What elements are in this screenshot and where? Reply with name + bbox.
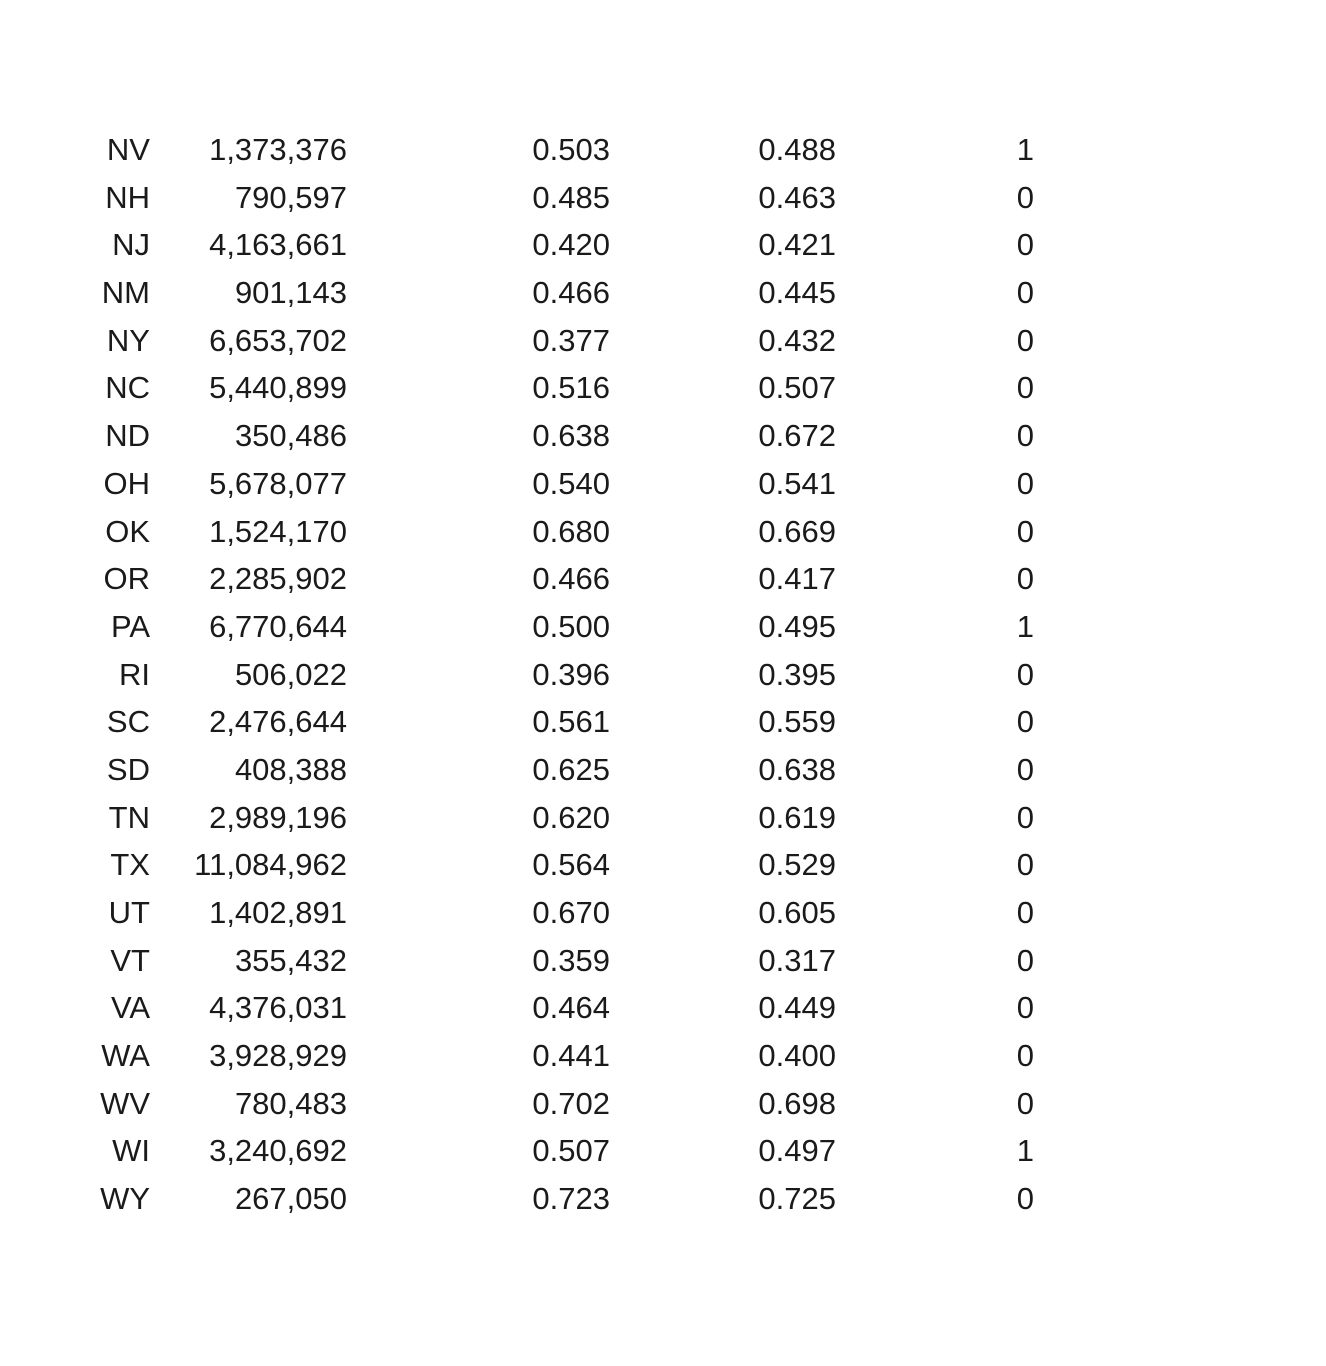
flag-cell: 1 <box>1016 608 1034 644</box>
population-cell: 790,597 <box>234 179 347 215</box>
value-cell-1: 0.702 <box>532 1085 610 1121</box>
value-cell-2: 0.395 <box>758 656 836 692</box>
population-cell: 1,402,891 <box>209 895 347 930</box>
data-table <box>0 126 1326 1223</box>
table-row <box>0 1032 1326 1080</box>
state-cell: VA <box>110 990 150 1026</box>
population-cell: 780,483 <box>234 1085 347 1121</box>
flag-cell: 0 <box>1016 799 1034 835</box>
population-cell: 3,240,692 <box>209 1133 347 1169</box>
value-cell-2: 0.400 <box>758 1038 836 1074</box>
value-cell-2: 0.698 <box>758 1085 836 1121</box>
value-cell-2: 0.417 <box>758 561 836 597</box>
table-row <box>0 221 1326 269</box>
value-cell-2: 0.445 <box>758 275 836 311</box>
table-row <box>0 364 1326 412</box>
population-cell: 267,050 <box>234 1181 347 1217</box>
flag-cell: 0 <box>1016 370 1034 406</box>
value-cell-1: 0.625 <box>532 751 610 787</box>
table-row <box>0 126 1326 174</box>
table-row <box>0 412 1326 460</box>
table-row <box>0 555 1326 603</box>
flag-cell: 0 <box>1016 465 1034 501</box>
state-cell: OK <box>105 513 150 549</box>
state-cell: VT <box>110 942 150 978</box>
table-row <box>0 937 1326 985</box>
value-cell-2: 0.497 <box>758 1133 836 1169</box>
flag-cell: 0 <box>1016 847 1034 883</box>
table-row <box>0 1175 1326 1223</box>
value-cell-1: 0.540 <box>532 465 610 501</box>
flag-cell: 1 <box>1016 1133 1034 1169</box>
state-cell: SD <box>106 751 150 787</box>
value-cell-1: 0.420 <box>532 227 610 263</box>
population-cell: 5,678,077 <box>209 465 347 501</box>
value-cell-2: 0.529 <box>758 847 836 883</box>
state-cell: PA <box>110 608 150 644</box>
value-cell-2: 0.669 <box>758 513 836 549</box>
population-cell: 901,143 <box>234 275 347 311</box>
flag-cell: 1 <box>1016 132 1034 167</box>
table-row <box>0 269 1326 317</box>
value-cell-1: 0.377 <box>532 322 610 358</box>
state-cell: WA <box>101 1038 150 1074</box>
table-row <box>0 508 1326 556</box>
table-row <box>0 746 1326 794</box>
value-cell-2: 0.432 <box>758 322 836 358</box>
population-cell: 355,432 <box>234 942 347 978</box>
flag-cell: 0 <box>1016 322 1034 358</box>
value-cell-2: 0.495 <box>758 608 836 644</box>
table-row <box>0 794 1326 842</box>
population-cell: 2,989,196 <box>209 799 347 835</box>
flag-cell: 0 <box>1016 895 1034 930</box>
table-row <box>0 174 1326 222</box>
table-row <box>0 317 1326 365</box>
state-cell: RI <box>119 656 150 692</box>
state-cell: TN <box>108 799 150 835</box>
value-cell-1: 0.466 <box>532 561 610 597</box>
table-row <box>0 651 1326 699</box>
flag-cell: 0 <box>1016 561 1034 597</box>
table-row <box>0 889 1326 937</box>
value-cell-2: 0.463 <box>758 179 836 215</box>
value-cell-1: 0.516 <box>532 370 610 406</box>
population-cell: 1,373,376 <box>209 132 347 167</box>
table-row <box>0 1127 1326 1175</box>
population-cell: 506,022 <box>234 656 347 692</box>
flag-cell: 0 <box>1016 275 1034 311</box>
value-cell-2: 0.488 <box>758 132 836 167</box>
value-cell-1: 0.441 <box>532 1038 610 1074</box>
population-cell: 6,653,702 <box>209 322 347 358</box>
population-cell: 5,440,899 <box>209 370 347 406</box>
flag-cell: 0 <box>1016 656 1034 692</box>
value-cell-1: 0.723 <box>532 1181 610 1217</box>
table-row <box>0 984 1326 1032</box>
value-cell-1: 0.359 <box>532 942 610 978</box>
table-row <box>0 603 1326 651</box>
value-cell-1: 0.680 <box>532 513 610 549</box>
flag-cell: 0 <box>1016 751 1034 787</box>
value-cell-2: 0.317 <box>758 942 836 978</box>
population-cell: 408,388 <box>234 751 347 787</box>
table-row <box>0 460 1326 508</box>
state-cell: OH <box>103 465 150 501</box>
state-cell: NC <box>105 370 150 406</box>
table-row <box>0 698 1326 746</box>
population-cell: 4,376,031 <box>209 990 347 1026</box>
flag-cell: 0 <box>1016 227 1034 263</box>
value-cell-1: 0.620 <box>532 799 610 835</box>
state-cell: NV <box>106 132 150 167</box>
state-cell: NY <box>106 322 150 358</box>
value-cell-1: 0.500 <box>532 608 610 644</box>
population-cell: 6,770,644 <box>209 608 347 644</box>
state-cell: WY <box>100 1181 150 1217</box>
state-cell: NH <box>105 179 150 215</box>
value-cell-2: 0.507 <box>758 370 836 406</box>
value-cell-1: 0.670 <box>532 895 610 930</box>
value-cell-1: 0.464 <box>532 990 610 1026</box>
state-cell: UT <box>108 895 150 930</box>
value-cell-1: 0.485 <box>532 179 610 215</box>
population-cell: 3,928,929 <box>209 1038 347 1074</box>
state-cell: NJ <box>112 227 150 263</box>
population-cell: 4,163,661 <box>209 227 347 263</box>
value-cell-2: 0.619 <box>758 799 836 835</box>
state-cell: WI <box>112 1133 150 1169</box>
population-cell: 350,486 <box>234 418 347 454</box>
population-cell: 11,084,962 <box>194 847 347 883</box>
value-cell-1: 0.638 <box>532 418 610 454</box>
value-cell-2: 0.672 <box>758 418 836 454</box>
population-cell: 2,476,644 <box>209 704 347 740</box>
flag-cell: 0 <box>1016 418 1034 454</box>
value-cell-1: 0.564 <box>532 847 610 883</box>
value-cell-1: 0.561 <box>532 704 610 740</box>
flag-cell: 0 <box>1016 1038 1034 1074</box>
flag-cell: 0 <box>1016 179 1034 215</box>
value-cell-1: 0.396 <box>532 656 610 692</box>
value-cell-2: 0.421 <box>758 227 836 263</box>
value-cell-2: 0.605 <box>758 895 836 930</box>
table-row <box>0 1080 1326 1128</box>
state-cell: ND <box>105 418 150 454</box>
value-cell-2: 0.638 <box>758 751 836 787</box>
flag-cell: 0 <box>1016 1181 1034 1217</box>
state-cell: SC <box>106 704 150 740</box>
table-row <box>0 841 1326 889</box>
value-cell-1: 0.507 <box>532 1133 610 1169</box>
value-cell-2: 0.559 <box>758 704 836 740</box>
state-cell: NM <box>101 275 150 311</box>
value-cell-2: 0.541 <box>758 465 836 501</box>
flag-cell: 0 <box>1016 513 1034 549</box>
value-cell-1: 0.466 <box>532 275 610 311</box>
flag-cell: 0 <box>1016 1085 1034 1121</box>
population-cell: 1,524,170 <box>209 513 347 549</box>
state-cell: WV <box>100 1085 150 1121</box>
flag-cell: 0 <box>1016 942 1034 978</box>
state-cell: OR <box>103 561 150 597</box>
flag-cell: 0 <box>1016 990 1034 1026</box>
value-cell-1: 0.503 <box>532 132 610 167</box>
population-cell: 2,285,902 <box>209 561 347 597</box>
state-cell: TX <box>110 847 150 883</box>
value-cell-2: 0.449 <box>758 990 836 1026</box>
value-cell-2: 0.725 <box>758 1181 836 1217</box>
flag-cell: 0 <box>1016 704 1034 740</box>
